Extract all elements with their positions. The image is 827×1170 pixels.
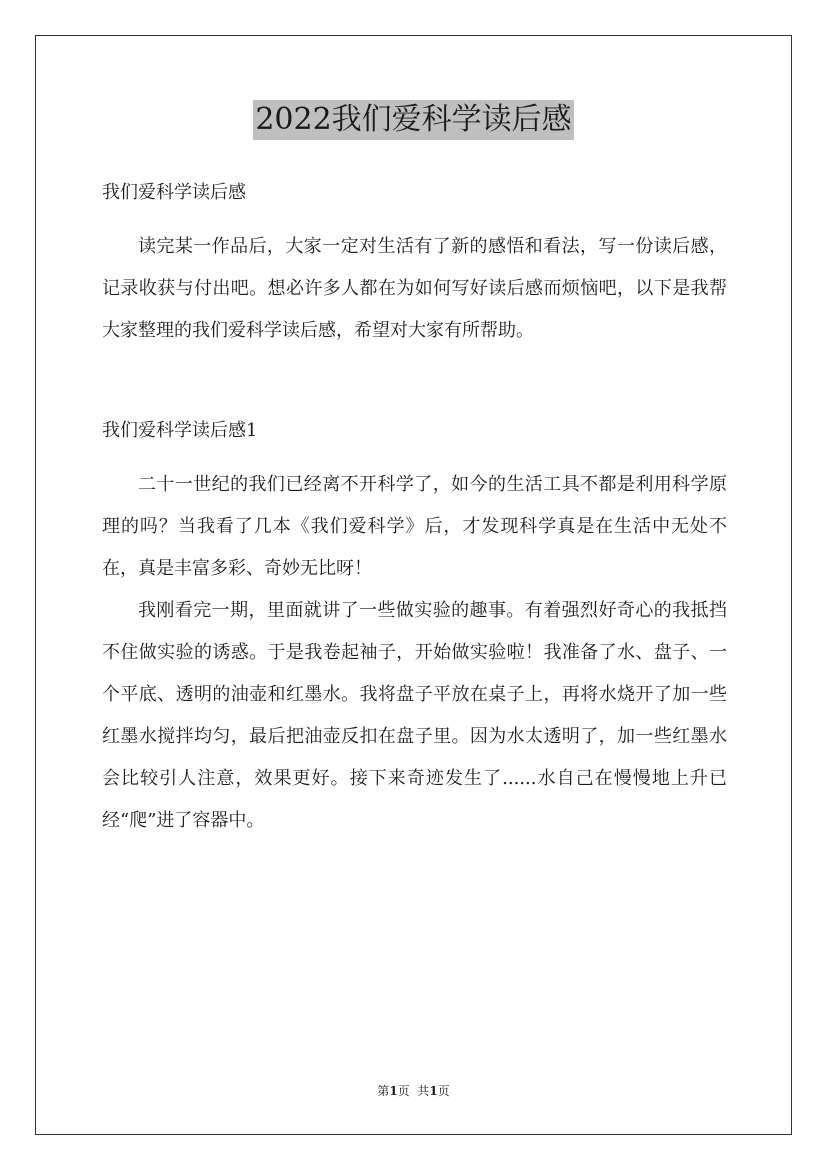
intro-paragraph: 读完某一作品后，大家一定对生活有了新的感悟和看法，写一份读后感，记录收获与付出吧。想必许多人都在为如何写好读后感而烦恼吧，以下是我帮大家整理的我们爱科学读后感，希望对大家有所帮助。 bbox=[102, 236, 727, 341]
document-title: 2022我们爱科学读后感 bbox=[253, 100, 573, 140]
page-mid: 页 共 bbox=[397, 1084, 430, 1098]
page-suffix: 页 bbox=[437, 1084, 450, 1098]
page-prefix: 第 bbox=[377, 1084, 390, 1098]
intro-heading: 我们爱科学读后感 bbox=[102, 182, 246, 203]
section-1-paragraph-1: 二十一世纪的我们已经离不开科学了，如今的生活工具不都是利用科学原理的吗？当我看了几本《我们爱科学》后，才发现科学真是在生活中无处不在，真是丰富多彩、奇妙无比呀！ bbox=[102, 474, 727, 579]
section-1-heading: 我们爱科学读后感1 bbox=[102, 420, 258, 441]
document-body bbox=[102, 172, 727, 842]
section-1-paragraph-2: 我刚看完一期，里面就讲了一些做实验的趣事。有着强烈好奇心的我抵挡不住做实验的诱惑。于是我卷起袖子，开始做实验啦！我准备了水、盘子、一个平底、透明的油壶和红墨水。我将盘子平放在桌子上，再将水烧开了加一些红墨水搅拌均匀，最后把油壶反扣在盘子里。因为水太透明了，加一些红墨水会比较引人注意，效果更好。接下来奇迹发生了......水自己在慢慢地上升已经“爬”进了容器中。 bbox=[102, 600, 727, 831]
page-current: 1 bbox=[389, 1084, 398, 1098]
spacer bbox=[102, 452, 727, 464]
page-total: 1 bbox=[429, 1084, 438, 1098]
page-footer bbox=[0, 1082, 827, 1100]
spacer bbox=[102, 352, 727, 410]
title-container bbox=[0, 100, 827, 140]
spacer bbox=[102, 214, 727, 226]
